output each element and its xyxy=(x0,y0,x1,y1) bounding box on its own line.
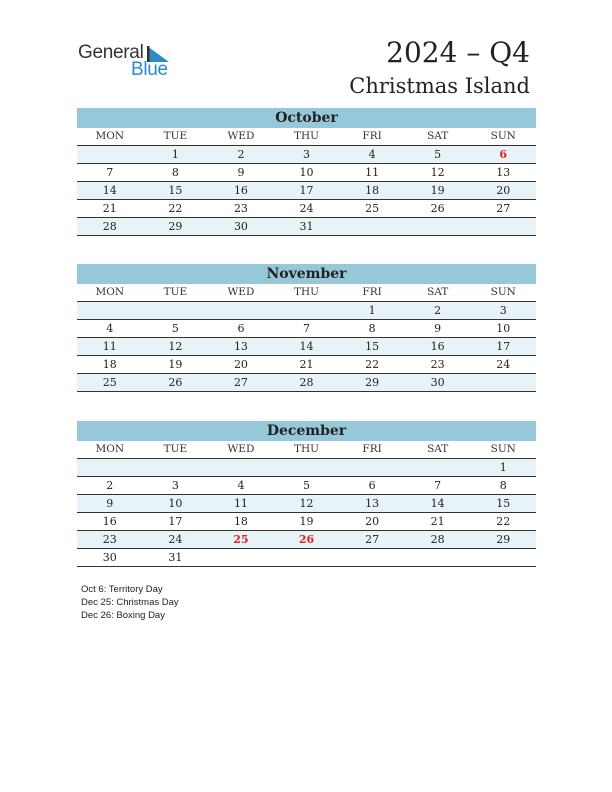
day-cell: 10 xyxy=(299,166,314,179)
day-cell: 8 xyxy=(499,479,507,492)
week-row xyxy=(77,320,536,338)
day-cell xyxy=(405,549,471,566)
week-row xyxy=(77,356,536,374)
day-cell: 23 xyxy=(102,533,117,546)
month-calendar-october xyxy=(77,108,536,236)
day-cell: 22 xyxy=(496,515,511,528)
day-cell xyxy=(470,374,536,391)
day-cell xyxy=(208,549,274,566)
day-cell: 20 xyxy=(233,358,248,371)
day-cell: 27 xyxy=(496,202,511,215)
day-cell: 17 xyxy=(299,184,314,197)
day-cell: 2 xyxy=(237,148,245,161)
weeks-container xyxy=(77,459,536,567)
day-cell: 14 xyxy=(299,340,314,353)
day-cell xyxy=(470,218,536,235)
week-row xyxy=(77,513,536,531)
weekday-label: WED xyxy=(227,443,255,455)
weekday-label: SUN xyxy=(490,443,516,455)
day-cell: 16 xyxy=(430,340,445,353)
weekday-label: SUN xyxy=(490,130,516,142)
week-row xyxy=(77,164,536,182)
day-cell xyxy=(339,549,405,566)
day-cell: 4 xyxy=(368,148,376,161)
holiday-note: Dec 25: Christmas Day xyxy=(81,597,179,608)
weekday-label: TUE xyxy=(163,443,188,455)
weekday-label: SUN xyxy=(490,286,516,298)
day-cell xyxy=(77,302,143,319)
page-title: 2024 – Q4 xyxy=(386,36,530,69)
day-cell: 1 xyxy=(368,304,376,317)
day-cell: 25 xyxy=(365,202,380,215)
day-cell: 15 xyxy=(496,497,511,510)
weekday-header-row xyxy=(77,441,536,459)
weekday-label: THU xyxy=(294,443,320,455)
day-cell xyxy=(143,302,209,319)
day-cell: 6 xyxy=(499,148,508,161)
day-cell: 6 xyxy=(237,322,245,335)
day-cell: 8 xyxy=(171,166,179,179)
day-cell: 19 xyxy=(430,184,445,197)
day-cell: 13 xyxy=(365,497,380,510)
week-row xyxy=(77,146,536,164)
weekday-label: MON xyxy=(95,130,125,142)
week-row xyxy=(77,182,536,200)
day-cell: 9 xyxy=(106,497,114,510)
day-cell: 30 xyxy=(430,376,445,389)
month-calendar-november xyxy=(77,264,536,392)
day-cell: 20 xyxy=(496,184,511,197)
day-cell: 30 xyxy=(102,551,117,564)
day-cell: 15 xyxy=(365,340,380,353)
weekday-label: TUE xyxy=(163,130,188,142)
day-cell: 12 xyxy=(168,340,183,353)
logo-general-text: General xyxy=(78,42,144,63)
holiday-note: Dec 26: Boxing Day xyxy=(81,610,165,621)
week-row xyxy=(77,459,536,477)
week-row xyxy=(77,338,536,356)
day-cell: 19 xyxy=(299,515,314,528)
month-header: December xyxy=(77,421,536,441)
day-cell: 28 xyxy=(430,533,445,546)
day-cell: 7 xyxy=(106,166,114,179)
day-cell: 7 xyxy=(303,322,311,335)
day-cell: 1 xyxy=(499,461,507,474)
week-row xyxy=(77,531,536,549)
day-cell xyxy=(274,302,340,319)
day-cell: 21 xyxy=(102,202,117,215)
day-cell: 22 xyxy=(365,358,380,371)
day-cell: 23 xyxy=(430,358,445,371)
day-cell: 7 xyxy=(434,479,442,492)
weekday-label: THU xyxy=(294,130,320,142)
weekday-label: TUE xyxy=(163,286,188,298)
day-cell: 18 xyxy=(102,358,117,371)
day-cell: 14 xyxy=(430,497,445,510)
weekday-header-row xyxy=(77,128,536,146)
day-cell: 23 xyxy=(233,202,248,215)
weeks-container xyxy=(77,146,536,236)
day-cell: 24 xyxy=(168,533,183,546)
day-cell: 18 xyxy=(365,184,380,197)
country-name: Christmas Island xyxy=(349,74,530,98)
day-cell xyxy=(77,459,143,476)
day-cell: 8 xyxy=(368,322,376,335)
day-cell xyxy=(470,549,536,566)
day-cell xyxy=(208,459,274,476)
month-calendar-december xyxy=(77,421,536,567)
weekday-label: WED xyxy=(227,286,255,298)
day-cell: 29 xyxy=(496,533,511,546)
day-cell: 24 xyxy=(496,358,511,371)
day-cell: 9 xyxy=(237,166,245,179)
day-cell: 5 xyxy=(171,322,179,335)
day-cell: 29 xyxy=(365,376,380,389)
day-cell: 21 xyxy=(299,358,314,371)
day-cell: 13 xyxy=(233,340,248,353)
weekday-label: SAT xyxy=(427,286,449,298)
day-cell: 27 xyxy=(233,376,248,389)
day-cell: 1 xyxy=(171,148,179,161)
month-header: November xyxy=(77,264,536,284)
day-cell: 11 xyxy=(102,340,117,353)
day-cell: 20 xyxy=(365,515,380,528)
day-cell: 18 xyxy=(233,515,248,528)
weekday-label: SAT xyxy=(427,130,449,142)
weekday-label: SAT xyxy=(427,443,449,455)
day-cell: 24 xyxy=(299,202,314,215)
weekday-label: FRI xyxy=(362,286,382,298)
weekday-label: WED xyxy=(227,130,255,142)
day-cell: 27 xyxy=(365,533,380,546)
day-cell: 28 xyxy=(299,376,314,389)
weekday-label: THU xyxy=(294,286,320,298)
day-cell: 13 xyxy=(496,166,511,179)
week-row xyxy=(77,200,536,218)
week-row xyxy=(77,477,536,495)
day-cell: 10 xyxy=(496,322,511,335)
day-cell: 21 xyxy=(430,515,445,528)
week-row xyxy=(77,549,536,567)
weekday-header-row xyxy=(77,284,536,302)
day-cell: 5 xyxy=(434,148,442,161)
day-cell: 19 xyxy=(168,358,183,371)
day-cell: 2 xyxy=(434,304,442,317)
weekday-label: FRI xyxy=(362,443,382,455)
day-cell: 26 xyxy=(430,202,445,215)
day-cell: 12 xyxy=(430,166,445,179)
weekday-label: MON xyxy=(95,443,125,455)
week-row xyxy=(77,218,536,236)
day-cell: 30 xyxy=(233,220,248,233)
day-cell: 31 xyxy=(299,220,314,233)
day-cell: 31 xyxy=(168,551,183,564)
holiday-note: Oct 6: Territory Day xyxy=(81,584,163,595)
month-header: October xyxy=(77,108,536,128)
day-cell xyxy=(208,302,274,319)
day-cell: 4 xyxy=(106,322,114,335)
weekday-label: FRI xyxy=(362,130,382,142)
day-cell: 29 xyxy=(168,220,183,233)
logo xyxy=(78,42,188,82)
week-row xyxy=(77,374,536,392)
week-row xyxy=(77,495,536,513)
day-cell: 6 xyxy=(368,479,376,492)
holiday-notes xyxy=(81,583,179,622)
day-cell: 9 xyxy=(434,322,442,335)
day-cell: 26 xyxy=(298,533,315,546)
day-cell: 25 xyxy=(102,376,117,389)
day-cell xyxy=(405,459,471,476)
day-cell: 22 xyxy=(168,202,183,215)
day-cell: 16 xyxy=(102,515,117,528)
logo-blue-text: Blue xyxy=(131,59,168,80)
day-cell: 4 xyxy=(237,479,245,492)
week-row xyxy=(77,302,536,320)
day-cell: 11 xyxy=(365,166,380,179)
day-cell xyxy=(77,146,143,163)
day-cell: 14 xyxy=(102,184,117,197)
day-cell xyxy=(405,218,471,235)
day-cell xyxy=(274,549,340,566)
day-cell xyxy=(143,459,209,476)
day-cell: 5 xyxy=(303,479,311,492)
day-cell xyxy=(339,459,405,476)
weeks-container xyxy=(77,302,536,392)
day-cell: 26 xyxy=(168,376,183,389)
day-cell: 28 xyxy=(102,220,117,233)
day-cell: 16 xyxy=(233,184,248,197)
day-cell: 15 xyxy=(168,184,183,197)
day-cell: 3 xyxy=(171,479,179,492)
day-cell: 3 xyxy=(303,148,311,161)
day-cell: 10 xyxy=(168,497,183,510)
day-cell: 25 xyxy=(233,533,249,546)
day-cell: 12 xyxy=(299,497,314,510)
day-cell: 17 xyxy=(168,515,183,528)
weekday-label: MON xyxy=(95,286,125,298)
day-cell: 11 xyxy=(233,497,248,510)
day-cell xyxy=(274,459,340,476)
day-cell: 17 xyxy=(496,340,511,353)
day-cell xyxy=(339,218,405,235)
day-cell: 2 xyxy=(106,479,114,492)
day-cell: 3 xyxy=(499,304,507,317)
